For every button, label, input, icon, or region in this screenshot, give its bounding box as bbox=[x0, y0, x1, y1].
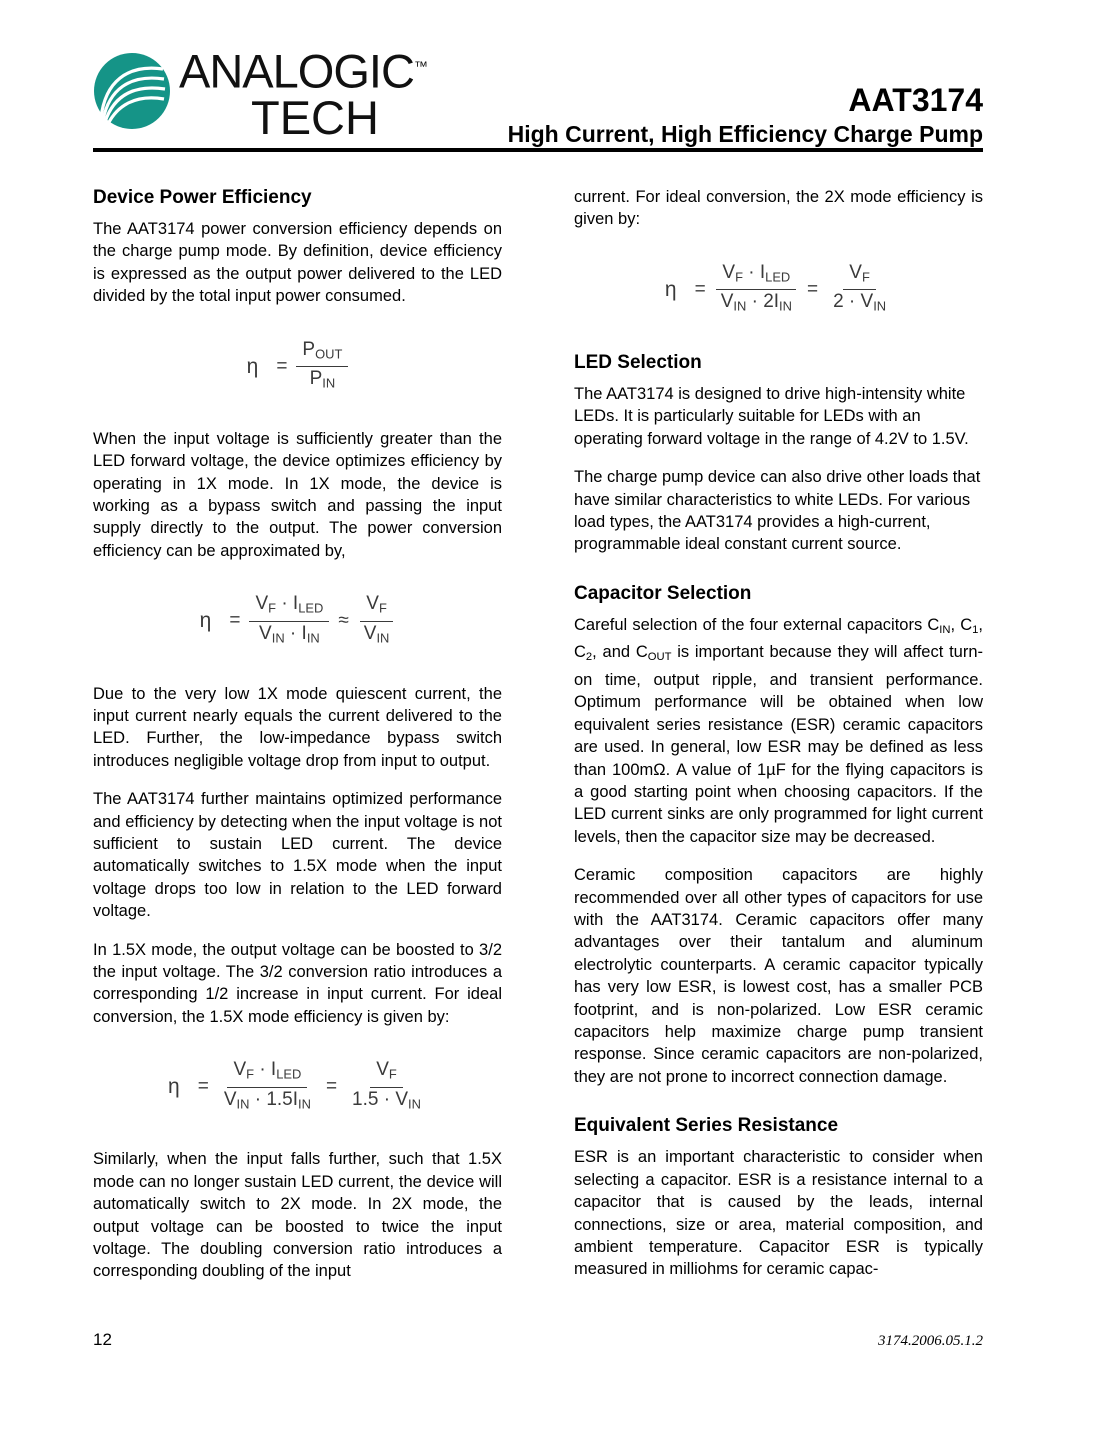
eta-symbol: η bbox=[246, 354, 259, 378]
fraction-lhs bbox=[715, 261, 798, 319]
left-column bbox=[93, 186, 502, 1283]
fraction-numerator: $V_F$ bbox=[360, 592, 393, 622]
logo-primary-text: ANALOGIC™ bbox=[179, 44, 428, 98]
fraction-denominator: $P_{IN}$ bbox=[309, 368, 336, 391]
fraction-rhs bbox=[827, 261, 892, 319]
fraction-lhs bbox=[249, 592, 329, 650]
part-subtitle: High Current, High Efficiency Charge Pump bbox=[507, 121, 983, 147]
page-header bbox=[93, 40, 983, 150]
paragraph-efficiency-intro: The AAT3174 power conversion efficiency depends on the charge pump mode. By definition, device efficiency is expressed as the output power delivered to the LED divided by the total input power consumed. bbox=[93, 220, 502, 306]
right-column bbox=[574, 186, 983, 1283]
equation-1p5x-efficiency bbox=[93, 1058, 502, 1116]
fraction-denominator: $V_{IN} \cdot 1.5I_{IN}$ bbox=[223, 1088, 311, 1112]
paragraph-quiescent-current: Due to the very low 1X mode quiescent current, the input current nearly equals the current delivered to the LED. Further, the low-impedance bypass switch introduces negligible voltage drop from input to output. bbox=[93, 684, 502, 770]
paragraph-2x-continued: current. For ideal conversion, the 2X mode efficiency is given by: bbox=[574, 188, 983, 229]
heading-equivalent-series-resistance: Equivalent Series Resistance bbox=[574, 1115, 839, 1137]
analogic-tech-logo-icon bbox=[93, 52, 171, 130]
part-number: AAT3174 bbox=[848, 82, 983, 118]
fraction-numerator: $V_F \cdot I_{LED}$ bbox=[227, 1058, 307, 1088]
paragraph-led-1: The AAT3174 is designed to drive high-intensity white LEDs. It is particularly suitable for LEDs with an operating forward voltage in the range of 4.2V to 1.5V. bbox=[574, 385, 969, 448]
paragraph-1x-mode: When the input voltage is sufficiently greater than the LED forward voltage, the device optimizes efficiency by operating in 1X mode. In 1X mode, the device is working as a bypass switch and passing the input supply directly to the output. The power conversion efficiency can be approximated by, bbox=[93, 429, 502, 560]
fraction-rhs bbox=[346, 1058, 427, 1116]
heading-device-power-efficiency: Device Power Efficiency bbox=[93, 187, 312, 208]
fraction-denominator: $2 \cdot V_{IN}$ bbox=[833, 291, 887, 315]
fraction-denominator: $1.5 \cdot V_{IN}$ bbox=[352, 1088, 421, 1112]
header-title-block bbox=[363, 82, 983, 148]
paragraph-led-2: The charge pump device can also drive other loads that have similar characteristics to white LEDs. For various load types, the AAT3174 provides a high-current, programmable ideal constant current source. bbox=[574, 468, 981, 554]
logo-secondary-text: TECH bbox=[251, 90, 379, 144]
paragraph-capacitor-1: Careful selection of the four external capacitors $C_{IN}$, $C_1$, $C_2$, and $C_{OUT}$ is important because they will affect turn-on time, output ripple, and transient performance. Optimum performance will be obtained when low equivalent series resistance (ESR) ceramic capacitors are used. In general, low ESR may be defined as less than 100mΩ. A value of 1µF for the flying capacitors is a good starting point when choosing capacitors. If the LED current sinks are only programmed for light current levels, then the capacitor size may be decreased. bbox=[574, 615, 983, 846]
header-divider bbox=[93, 148, 983, 152]
paragraph-capacitor-2: Ceramic composition capacitors are highly recommended over all other types of capacitors for use with the AAT3174. Ceramic capacitors offer many advantages over their tantalum and aluminum electrolytic counterparts. A ceramic capacitor typically has very low ESR, is lowest cost, has a smaller PCB footprint, and is non-polarized. Low ESR ceramic capacitors help maximize charge pump transient response. Since ceramic capacitors are non-polarized, they are not prone to incorrect connection damage. bbox=[574, 866, 983, 1086]
content-columns bbox=[93, 186, 983, 1283]
approx-symbol: ≈ bbox=[338, 610, 349, 632]
fraction-numerator: $V_F \cdot I_{LED}$ bbox=[716, 261, 796, 291]
eta-symbol: η bbox=[168, 1075, 180, 1099]
equals-symbol-2: = bbox=[325, 1076, 338, 1098]
paragraph-1p5x-mode: In 1.5X mode, the output voltage can be boosted to 3/2 the input voltage. The 3/2 conversion ratio introduces a corresponding 1/2 increase in input current. For ideal conversion, the 1.5X mode efficiency is given by: bbox=[93, 940, 502, 1026]
equation-2x-efficiency bbox=[574, 261, 983, 319]
page-number: 12 bbox=[93, 1330, 112, 1349]
equals-symbol: = bbox=[694, 278, 706, 300]
fraction-numerator: $V_F \cdot I_{LED}$ bbox=[249, 592, 329, 622]
fraction-numerator: $V_F$ bbox=[843, 261, 876, 291]
heading-capacitor-selection: Capacitor Selection bbox=[574, 582, 752, 604]
fraction-denominator: $V_{IN} \cdot I_{IN}$ bbox=[259, 622, 320, 646]
equals-symbol: = bbox=[197, 1076, 209, 1098]
fraction-numerator: $P_{OUT}$ bbox=[296, 338, 348, 368]
fraction-numerator: $V_F$ bbox=[370, 1058, 403, 1088]
fraction-denominator: $V_{IN}$ bbox=[363, 622, 390, 646]
fraction-denominator: $V_{IN} \cdot 2I_{IN}$ bbox=[720, 291, 792, 315]
equation-1x-efficiency bbox=[93, 592, 502, 650]
page-footer bbox=[93, 1330, 983, 1350]
equals-symbol: = bbox=[229, 610, 241, 632]
fraction-pout-pin bbox=[296, 338, 348, 396]
eta-symbol: η bbox=[199, 609, 212, 633]
fraction-rhs bbox=[358, 592, 396, 650]
eta-symbol: η bbox=[664, 277, 677, 301]
paragraph-esr: ESR is an important characteristic to consider when selecting a capacitor. ESR is a resistance internal to a capacitor that is caused by the leads, internal connections, size or area, material composition, and ambient temperature. Capacitor ESR is typically measured in milliohms for ceramic capac- bbox=[574, 1148, 983, 1279]
document-revision-code: 3174.2006.05.1.2 bbox=[878, 1333, 983, 1349]
equals-symbol-2: = bbox=[806, 278, 819, 300]
equals-symbol: = bbox=[276, 355, 288, 377]
fraction-lhs bbox=[218, 1058, 317, 1116]
paragraph-2x-mode: Similarly, when the input falls further, such that 1.5X mode can no longer sustain LED current, the device will automatically switch to 2X mode. In 2X mode, the output voltage can be boosted to twice the input voltage. The doubling conversion ratio introduces a corresponding doubling of the input bbox=[93, 1150, 502, 1281]
equation-efficiency-definition bbox=[93, 338, 502, 396]
heading-led-selection: LED Selection bbox=[574, 352, 702, 374]
paragraph-optimized-performance: The AAT3174 further maintains optimized performance and efficiency by detecting when the input voltage is not sufficient to sustain LED current. The device automatically switches to 1.5X mode when the input voltage drops too low in relation to the LED forward voltage. bbox=[93, 790, 502, 921]
trademark-symbol: ™ bbox=[413, 58, 428, 74]
